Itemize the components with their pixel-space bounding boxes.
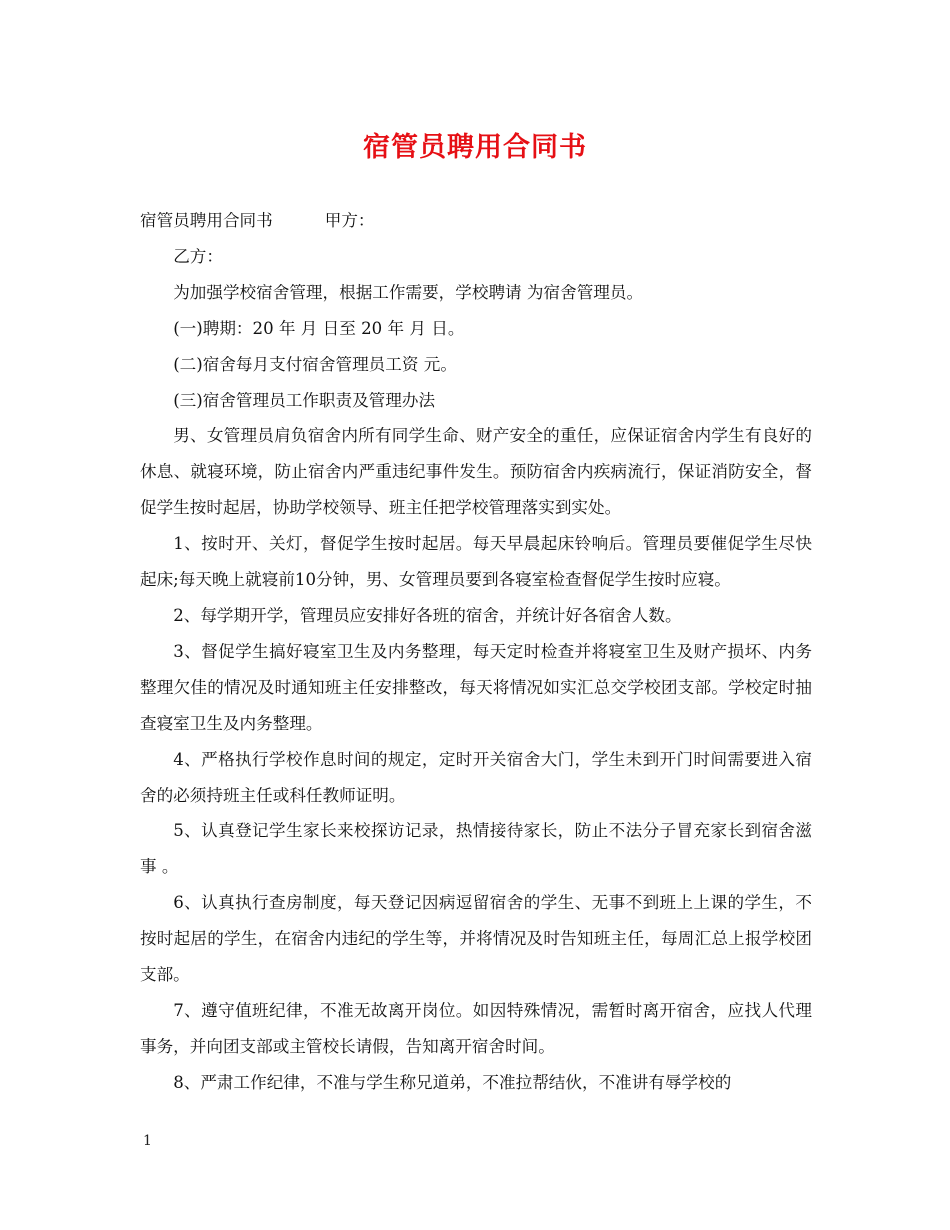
paragraph-item-3: 3、督促学生搞好寝室卫生及内务整理，每天定时检查并将寝室卫生及财产损坏、内务整理欠佳的情况及时通知班主任安排整改，每天将情况如实汇总交学校团支部。学校定时抽查寝室卫生及内务整理。	[140, 641, 812, 733]
header-left-text: 宿管员聘用合同书	[140, 211, 273, 230]
paragraph-item-1: 1、按时开、关灯，督促学生按时起居。每天早晨起床铃响后。管理员要催促学生尽快起床;每天晚上就寝前10分钟，男、女管理员要到各寝室检查督促学生按时应寝。	[140, 534, 812, 590]
paragraph-responsibility: 男、女管理员肩负宿舍内所有同学生命、财产安全的重任，应保证宿舍内学生有良好的休息、就寝环境，防止宿舍内严重违纪事件发生。预防宿舍内疾病流行，保证消防安全，督促学生按时起居，协助学校领导、班主任把学校管理落实到实处。	[140, 426, 812, 518]
paragraph-duties-heading: (三)宿舍管理员工作职责及管理办法	[173, 390, 436, 410]
paragraph-item-6: 6、认真执行查房制度，每天登记因病逗留宿舍的学生、无事不到班上上课的学生，不按时起居的学生，在宿舍内违纪的学生等，并将情况及时告知班主任，每周汇总上报学校团支部。	[140, 893, 812, 985]
header-right-text: 甲方：	[324, 211, 375, 230]
paragraph-item-4: 4、严格执行学校作息时间的规定，定时开关宿舍大门，学生未到开门时间需要进入宿舍的必须持班主任或科任教师证明。	[140, 749, 812, 805]
paragraph-item-7: 7、遵守值班纪律，不准无故离开岗位。如因特殊情况，需暂时离开宿舍，应找人代理事务，并向团支部或主管校长请假，告知离开宿舍时间。	[140, 1000, 812, 1056]
paragraph-item-2: 2、每学期开学，管理员应安排好各班的宿舍，并统计好各宿舍人数。	[173, 605, 682, 625]
paragraph-item-5: 5、认真登记学生家长来校探访记录，热情接待家长，防止不法分子冒充家长到宿舍滋事 。	[140, 821, 812, 877]
paragraph-party-b: 乙方：	[173, 246, 223, 266]
document-body	[140, 203, 812, 1101]
paragraph-intro: 为加强学校宿舍管理，根据工作需要，学校聘请 为宿舍管理员。	[173, 282, 644, 302]
paragraph-salary: (二)宿舍每月支付宿舍管理员工资 元。	[173, 354, 457, 374]
header-line	[140, 203, 812, 239]
paragraph-item-8: 8、严肃工作纪律，不准与学生称兄道弟，不准拉帮结伙，不准讲有辱学校的	[173, 1072, 732, 1092]
page-number: 1	[143, 1133, 152, 1149]
document-title: 宿管员聘用合同书	[363, 132, 587, 163]
paragraph-term: (一)聘期：20 年 月 日至 20 年 月 日。	[173, 318, 465, 338]
